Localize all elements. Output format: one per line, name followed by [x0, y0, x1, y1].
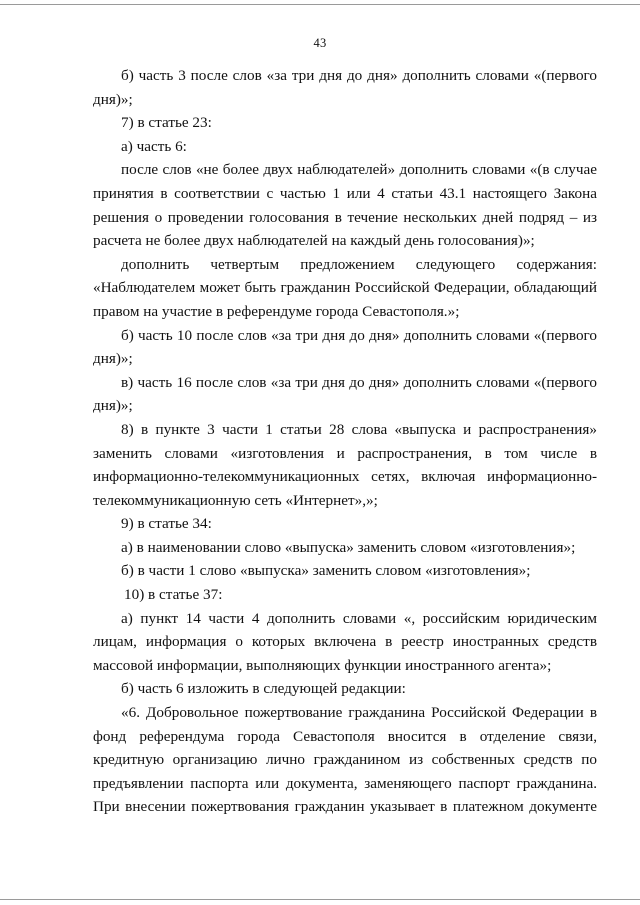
paragraph-3: а) часть 6: — [121, 137, 187, 155]
paragraph-11: б) в части 1 слово «выпуска» заменить словом «изготовления»; — [121, 562, 531, 580]
paragraph-15: «6. Добровольное пожертвование гражданина Российской Федерации в фонд референдума города Севастополя вносится в отделение связи, кредитную организацию лично гражданином из собственных средств по предъявлении паспорта или документа, заменяющего паспорт гражданина. При внесении пожертвования гражданин указывает в платежном документе — [93, 704, 597, 816]
paragraph-6: б) часть 10 после слов «за три дня до дня» дополнить словами «(первого дня)»; — [93, 326, 597, 368]
paragraph-12: 10) в статье 37: — [124, 586, 223, 604]
page-number: 43 — [313, 36, 327, 50]
paragraph-2: 7) в статье 23: — [121, 114, 212, 132]
document-body — [93, 64, 597, 819]
paragraph-9: 9) в статье 34: — [121, 515, 212, 533]
paragraph-5: дополнить четвертым предложением следующего содержания: «Наблюдателем может быть гражданин Российской Федерации, обладающий правом на участие в референдуме города Севастополя.»; — [93, 255, 597, 320]
paragraph-14: б) часть 6 изложить в следующей редакции: — [121, 680, 406, 698]
paragraph-10: а) в наименовании слово «выпуска» заменить словом «изготовления»; — [121, 538, 576, 556]
paragraph-8: 8) в пункте 3 части 1 статьи 28 слова «выпуска и распространения» заменить словами «изготовления и распространения, в том числе в информационно-телекоммуникационных сетях, включая информационно-телекоммуникационную сеть «Интернет»,»; — [93, 420, 597, 509]
scan-top-edge — [0, 4, 640, 5]
paragraph-7: в) часть 16 после слов «за три дня до дня» дополнить словами «(первого дня)»; — [93, 373, 597, 415]
paragraph-1: б) часть 3 после слов «за три дня до дня» дополнить словами «(первого дня)»; — [93, 67, 597, 108]
scan-bottom-edge — [0, 899, 640, 900]
paragraph-13: а) пункт 14 части 4 дополнить словами «, российским юридическим лицам, информация о которых включена в реестр иностранных средств массовой информации, выполняющих функции иностранного агента»; — [93, 609, 597, 674]
paragraph-4: после слов «не более двух наблюдателей» дополнить словами «(в случае принятия в соответствии с частью 1 или 4 статьи 43.1 настоящего Закона решения о проведении голосования в течение нескольких дней подряд – из расчета не более двух наблюдателей на каждый день голосования)»; — [93, 161, 597, 250]
